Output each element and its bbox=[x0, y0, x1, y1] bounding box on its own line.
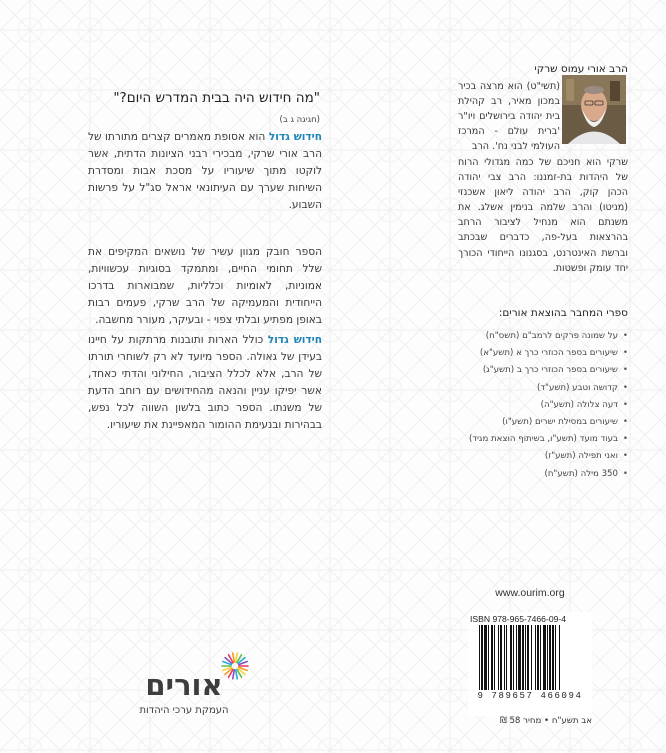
list-item: • שיעורים בספר הכוזרי כרך ב (תשע"ג) bbox=[458, 362, 628, 379]
paragraph-text: כולל הארות ותובנות מרתקות על חיינו בעידן של גאולה. הספר מיועד לא רק לשוחרי תורתו של הרב, אלא לכלל הציבור, החילוני והדתי כאחד, אשר יפיקו עניין והנאה מהחידושים עם רוחב הדעת של משנתו. הספר כתוב בלשון השווה לכל נפש, בבהירות ובנעימת ההומור המאפיינת את שיעוריו. bbox=[88, 334, 322, 431]
list-item: • שיעורים בספר הכוזרי כרך א (תשע"א) bbox=[458, 345, 628, 362]
barcode-bar bbox=[540, 625, 541, 690]
barcode-bar bbox=[555, 625, 556, 690]
barcode-bar bbox=[547, 625, 548, 690]
barcode-bar bbox=[522, 625, 524, 690]
barcode-bar bbox=[559, 625, 560, 690]
list-item: • ואני תפילה (תשע"ז) bbox=[458, 448, 628, 465]
website-url: www.ourim.org bbox=[495, 587, 565, 599]
barcode-bar bbox=[510, 625, 512, 690]
barcode-bar bbox=[527, 625, 529, 690]
opening-quote: "מה חידוש היה בבית המדרש היום?" bbox=[113, 90, 320, 106]
description-paragraph-1 bbox=[88, 129, 322, 214]
barcode-bar bbox=[504, 625, 505, 690]
description-paragraph-2 bbox=[88, 244, 322, 329]
barcode-bar bbox=[494, 625, 495, 690]
barcode-bar bbox=[543, 625, 546, 690]
list-item: • קדושה וטבע (תשע"ד) bbox=[458, 380, 628, 397]
paragraph-text: הוא אסופת מאמרים קצרים מתורתו של הרב אורי שרקי, מבכירי רבני הציונות הדתית, אשר לוקטו מתוך שיעוריו על מסכת אבות ומסדרת השיחות שערך עם העיתונאי אראל סג"ל על פרשות השבוע. bbox=[88, 131, 322, 211]
burst-ray bbox=[236, 653, 238, 662]
barcode-bar bbox=[498, 625, 499, 690]
list-item: • 350 מילה (תשע"ח) bbox=[458, 466, 628, 483]
barcode-bar bbox=[535, 625, 536, 690]
paragraph-text: הספר חובק מגוון עשיר של נושאים המקיפים את שלל תחומי החיים, ומתמקד בסוגיות עכשוויות, אמוניות, לאומיות וכלליות, שמבוארות בדרכו הייחודית והמעמיקה של הרב שרקי, פעמים רבות באופן מפתיע ובלתי צפוי - ובעיקר, מעורר מחשבה. bbox=[88, 246, 322, 326]
burst-ray bbox=[233, 653, 235, 662]
barcode-bar bbox=[484, 625, 487, 690]
books-list bbox=[458, 328, 628, 483]
barcode-bar bbox=[479, 625, 480, 690]
isbn-label: ISBN 978-965-7466-09-4 bbox=[470, 614, 567, 624]
barcode-bar bbox=[518, 625, 521, 690]
barcode-bar bbox=[481, 625, 483, 690]
book-title-highlight: חידוש גדול bbox=[267, 334, 322, 346]
publisher-tagline: העמקת ערכי היהדות bbox=[139, 705, 229, 716]
list-item: • דעה צלולה (תשע"ה) bbox=[458, 397, 628, 414]
author-name: הרב אורי עמוס שרקי bbox=[534, 63, 628, 75]
author-bio-top: (תשי"ט) הוא מרצה בכיר במכון מאיר, רב קהילת בית יהודה בירושלים ויו"ר 'ברית עולם - המרכז העולמי לבני נח'. הרב bbox=[458, 81, 560, 153]
barcode-bar bbox=[552, 625, 554, 690]
barcode-bar bbox=[491, 625, 493, 690]
barcode-bar bbox=[500, 625, 502, 690]
list-item: • שיעורים במסילת ישרים (תשע"ו) bbox=[458, 414, 628, 431]
barcode bbox=[479, 625, 589, 690]
books-heading: ספרי המחבר בהוצאת אורים: bbox=[498, 307, 628, 319]
barcode-bar bbox=[513, 625, 514, 690]
barcode-bar bbox=[488, 625, 489, 690]
barcode-bar bbox=[525, 625, 526, 690]
book-title-highlight: חידוש גדול bbox=[268, 131, 322, 143]
barcode-bar bbox=[531, 625, 532, 690]
barcode-bar bbox=[537, 625, 539, 690]
barcode-bar bbox=[549, 625, 551, 690]
date-price-label: אב תשע"ח • מחיר 58 ₪ bbox=[499, 716, 592, 726]
publisher-logo: אורים bbox=[145, 668, 223, 702]
description-paragraph-3 bbox=[88, 332, 322, 434]
author-bio-bottom: שרקי הוא חניכם של כמה מגדולי הרוח של היהדות בת-זמננו: הרב צבי יהודה הכהן קוק, הרב יהודה ליאון אשכנזי (מניטו) והרב שלמה בנימין אשלג. את משנתם הוא מנחיל לציבור הרחב בהרצאות בעל-פה, כדברים שבכתב וברשת האינטרנט, בסגנונו הייחודי הכורך יחד עומק ופשטות. bbox=[458, 157, 628, 274]
author-photo bbox=[562, 75, 626, 144]
quote-source: (חגיגה ג ב) bbox=[279, 115, 320, 125]
list-item: • בעוד מועד (תשע"ו, בשיתוף הוצאת מגיד) bbox=[458, 431, 628, 448]
barcode-number: 9 789657 466094 bbox=[477, 691, 583, 701]
barcode-bar bbox=[506, 625, 507, 690]
list-item: • על שמונה פרקים לרמב"ם (תשס"ח) bbox=[458, 328, 628, 345]
barcode-bar bbox=[516, 625, 517, 690]
